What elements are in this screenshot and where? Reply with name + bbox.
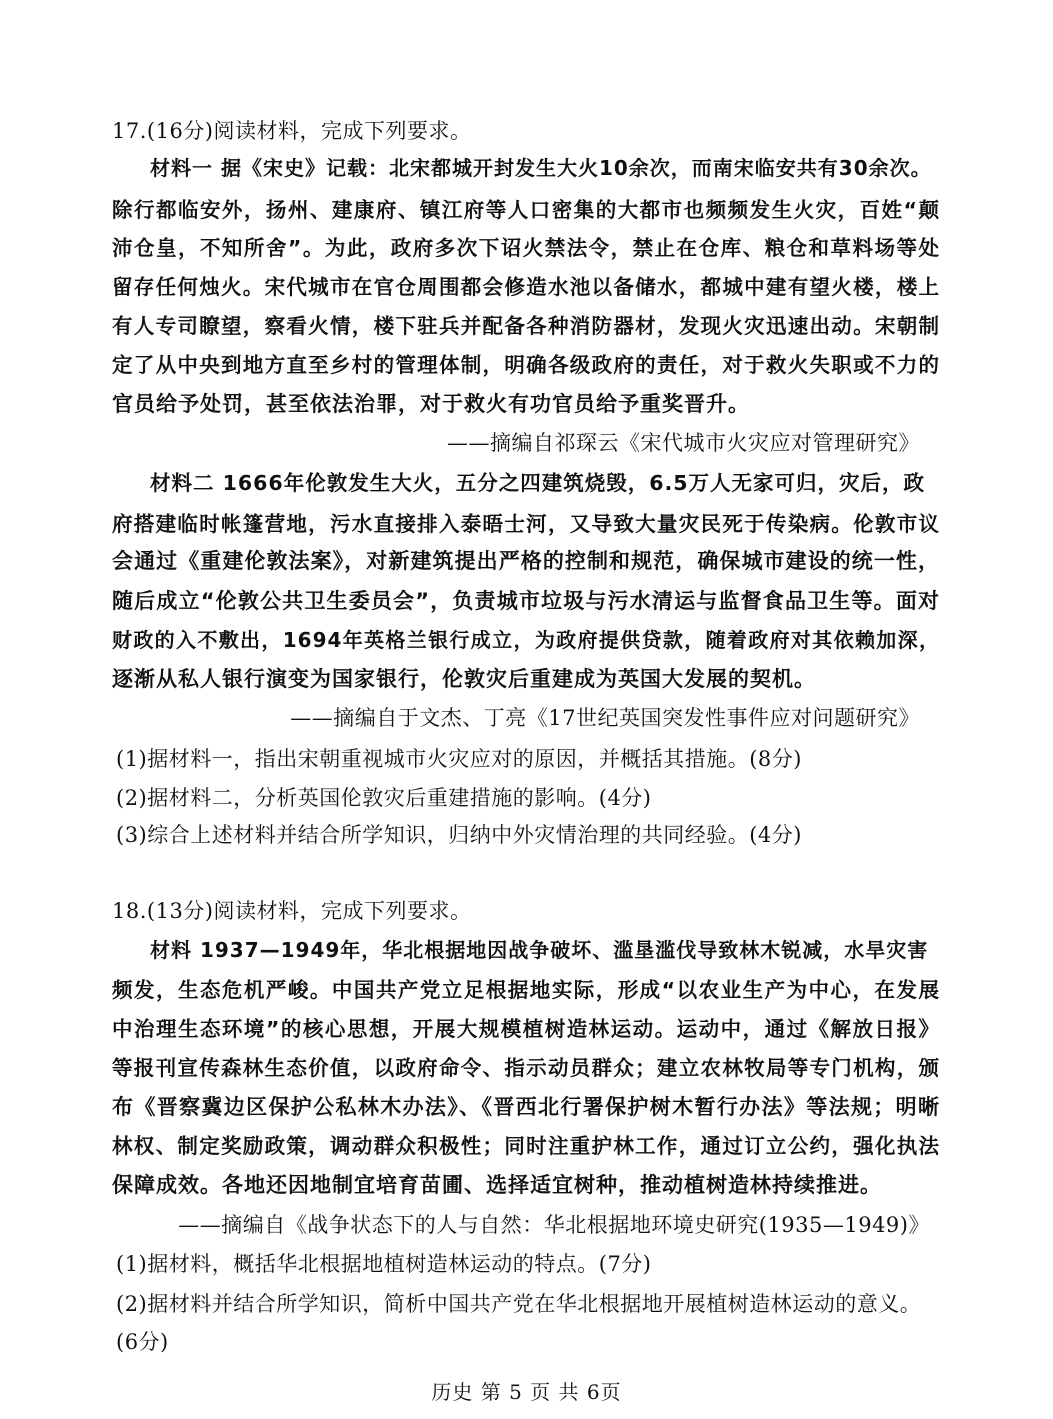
q18-material-source: ——摘编自《战争状态下的人与自然：华北根据地环境史研究(1935—1949)》 — [178, 1213, 930, 1237]
q17-material2-line: 会通过《重建伦敦法案》，对新建筑提出严格的控制和规范，确保城市建设的统一性， — [112, 549, 940, 573]
q17-material1-source: ——摘编自祁琛云《宋代城市火灾应对管理研究》 — [447, 431, 920, 455]
q18-material-line: 频发，生态危机严峻。中国共产党立足根据地实际，形成“以农业生产为中心，在发展 — [112, 978, 940, 1002]
q18-material-line: 等报刊宣传森林生态价值，以政府命令、指示动员群众；建立农林牧局等专门机构，颁 — [112, 1056, 940, 1080]
q18-question-1: (1)据材料，概括华北根据地植树造林运动的特点。(7分) — [116, 1252, 652, 1276]
q18-heading: 18.(13分)阅读材料，完成下列要求。 — [112, 899, 472, 923]
q18-question-2: (2)据材料并结合所学知识，简析中国共产党在华北根据地开展植树造林运动的意义。 — [116, 1292, 922, 1316]
q18-material-line: 材料 1937—1949年，华北根据地因战争破坏、滥垦滥伐导致林木锐减，水旱灾害 — [150, 938, 929, 962]
q17-heading: 17.(16分)阅读材料，完成下列要求。 — [112, 119, 472, 143]
q17-material2-source: ——摘编自于文杰、丁亮《17世纪英国突发性事件应对问题研究》 — [290, 706, 920, 730]
q17-material2-line: 财政的入不敷出，1694年英格兰银行成立，为政府提供贷款，随着政府对其依赖加深， — [112, 628, 940, 652]
q17-question-2: (2)据材料二，分析英国伦敦灾后重建措施的影响。(4分) — [116, 786, 652, 810]
q18-material-line: 保障成效。各地还因地制宜培育苗圃、选择适宜树种，推动植树造林持续推进。 — [112, 1173, 882, 1197]
q18-material-line: 林权、制定奖励政策，调动群众积极性；同时注重护林工作，通过订立公约，强化执法 — [112, 1134, 940, 1158]
page-footer: 历史 第 5 页 共 6页 — [431, 1380, 622, 1404]
q17-material2-line: 逐渐从私人银行演变为国家银行，伦敦灾后重建成为英国大发展的契机。 — [112, 667, 816, 691]
q17-material1-line: 有人专司瞭望，察看火情，楼下驻兵并配备各种消防器材，发现火灾迅速出动。宋朝制 — [112, 314, 940, 338]
q17-material1-line: 留存任何烛火。宋代城市在官仓周围都会修造水池以备储水，都城中建有望火楼，楼上 — [112, 275, 940, 299]
q18-material-line: 中治理生态环境”的核心思想，开展大规模植树造林运动。运动中，通过《解放日报》 — [112, 1017, 940, 1041]
q18-question-2-continued: (6分) — [116, 1330, 169, 1354]
q17-material1-line: 沛仓皇，不知所舍”。为此，政府多次下诏火禁法令，禁止在仓库、粮仓和草料场等处 — [112, 236, 940, 260]
q17-material1-line: 定了从中央到地方直至乡村的管理体制，明确各级政府的责任，对于救火失职或不力的 — [112, 353, 940, 377]
q17-material2-line: 府搭建临时帐篷营地，污水直接排入泰晤士河，又导致大量灾民死于传染病。伦敦市议 — [112, 512, 940, 536]
q17-question-1: (1)据材料一，指出宋朝重视城市火灾应对的原因，并概括其措施。(8分) — [116, 747, 802, 771]
q17-material1-line: 官员给予处罚，甚至依法治罪，对于救火有功官员给予重奖晋升。 — [112, 392, 750, 416]
q17-question-3: (3)综合上述材料并结合所学知识，归纳中外灾情治理的共同经验。(4分) — [116, 823, 802, 847]
q17-material1-line: 材料一 据《宋史》记载：北宋都城开封发生大火10余次，而南宋临安共有30余次。 — [150, 156, 932, 180]
q18-material-line: 布《晋察冀边区保护公私林木办法》、《晋西北行署保护树木暂行办法》等法规；明晰 — [112, 1095, 940, 1119]
q17-material2-line: 材料二 1666年伦敦发生大火，五分之四建筑烧毁，6.5万人无家可归，灾后，政 — [150, 471, 926, 495]
q17-material1-line: 除行都临安外，扬州、建康府、镇江府等人口密集的大都市也频频发生火灾，百姓“颠 — [112, 198, 940, 222]
q17-material2-line: 随后成立“伦敦公共卫生委员会”，负责城市垃圾与污水清运与监督食品卫生等。面对 — [112, 589, 940, 613]
